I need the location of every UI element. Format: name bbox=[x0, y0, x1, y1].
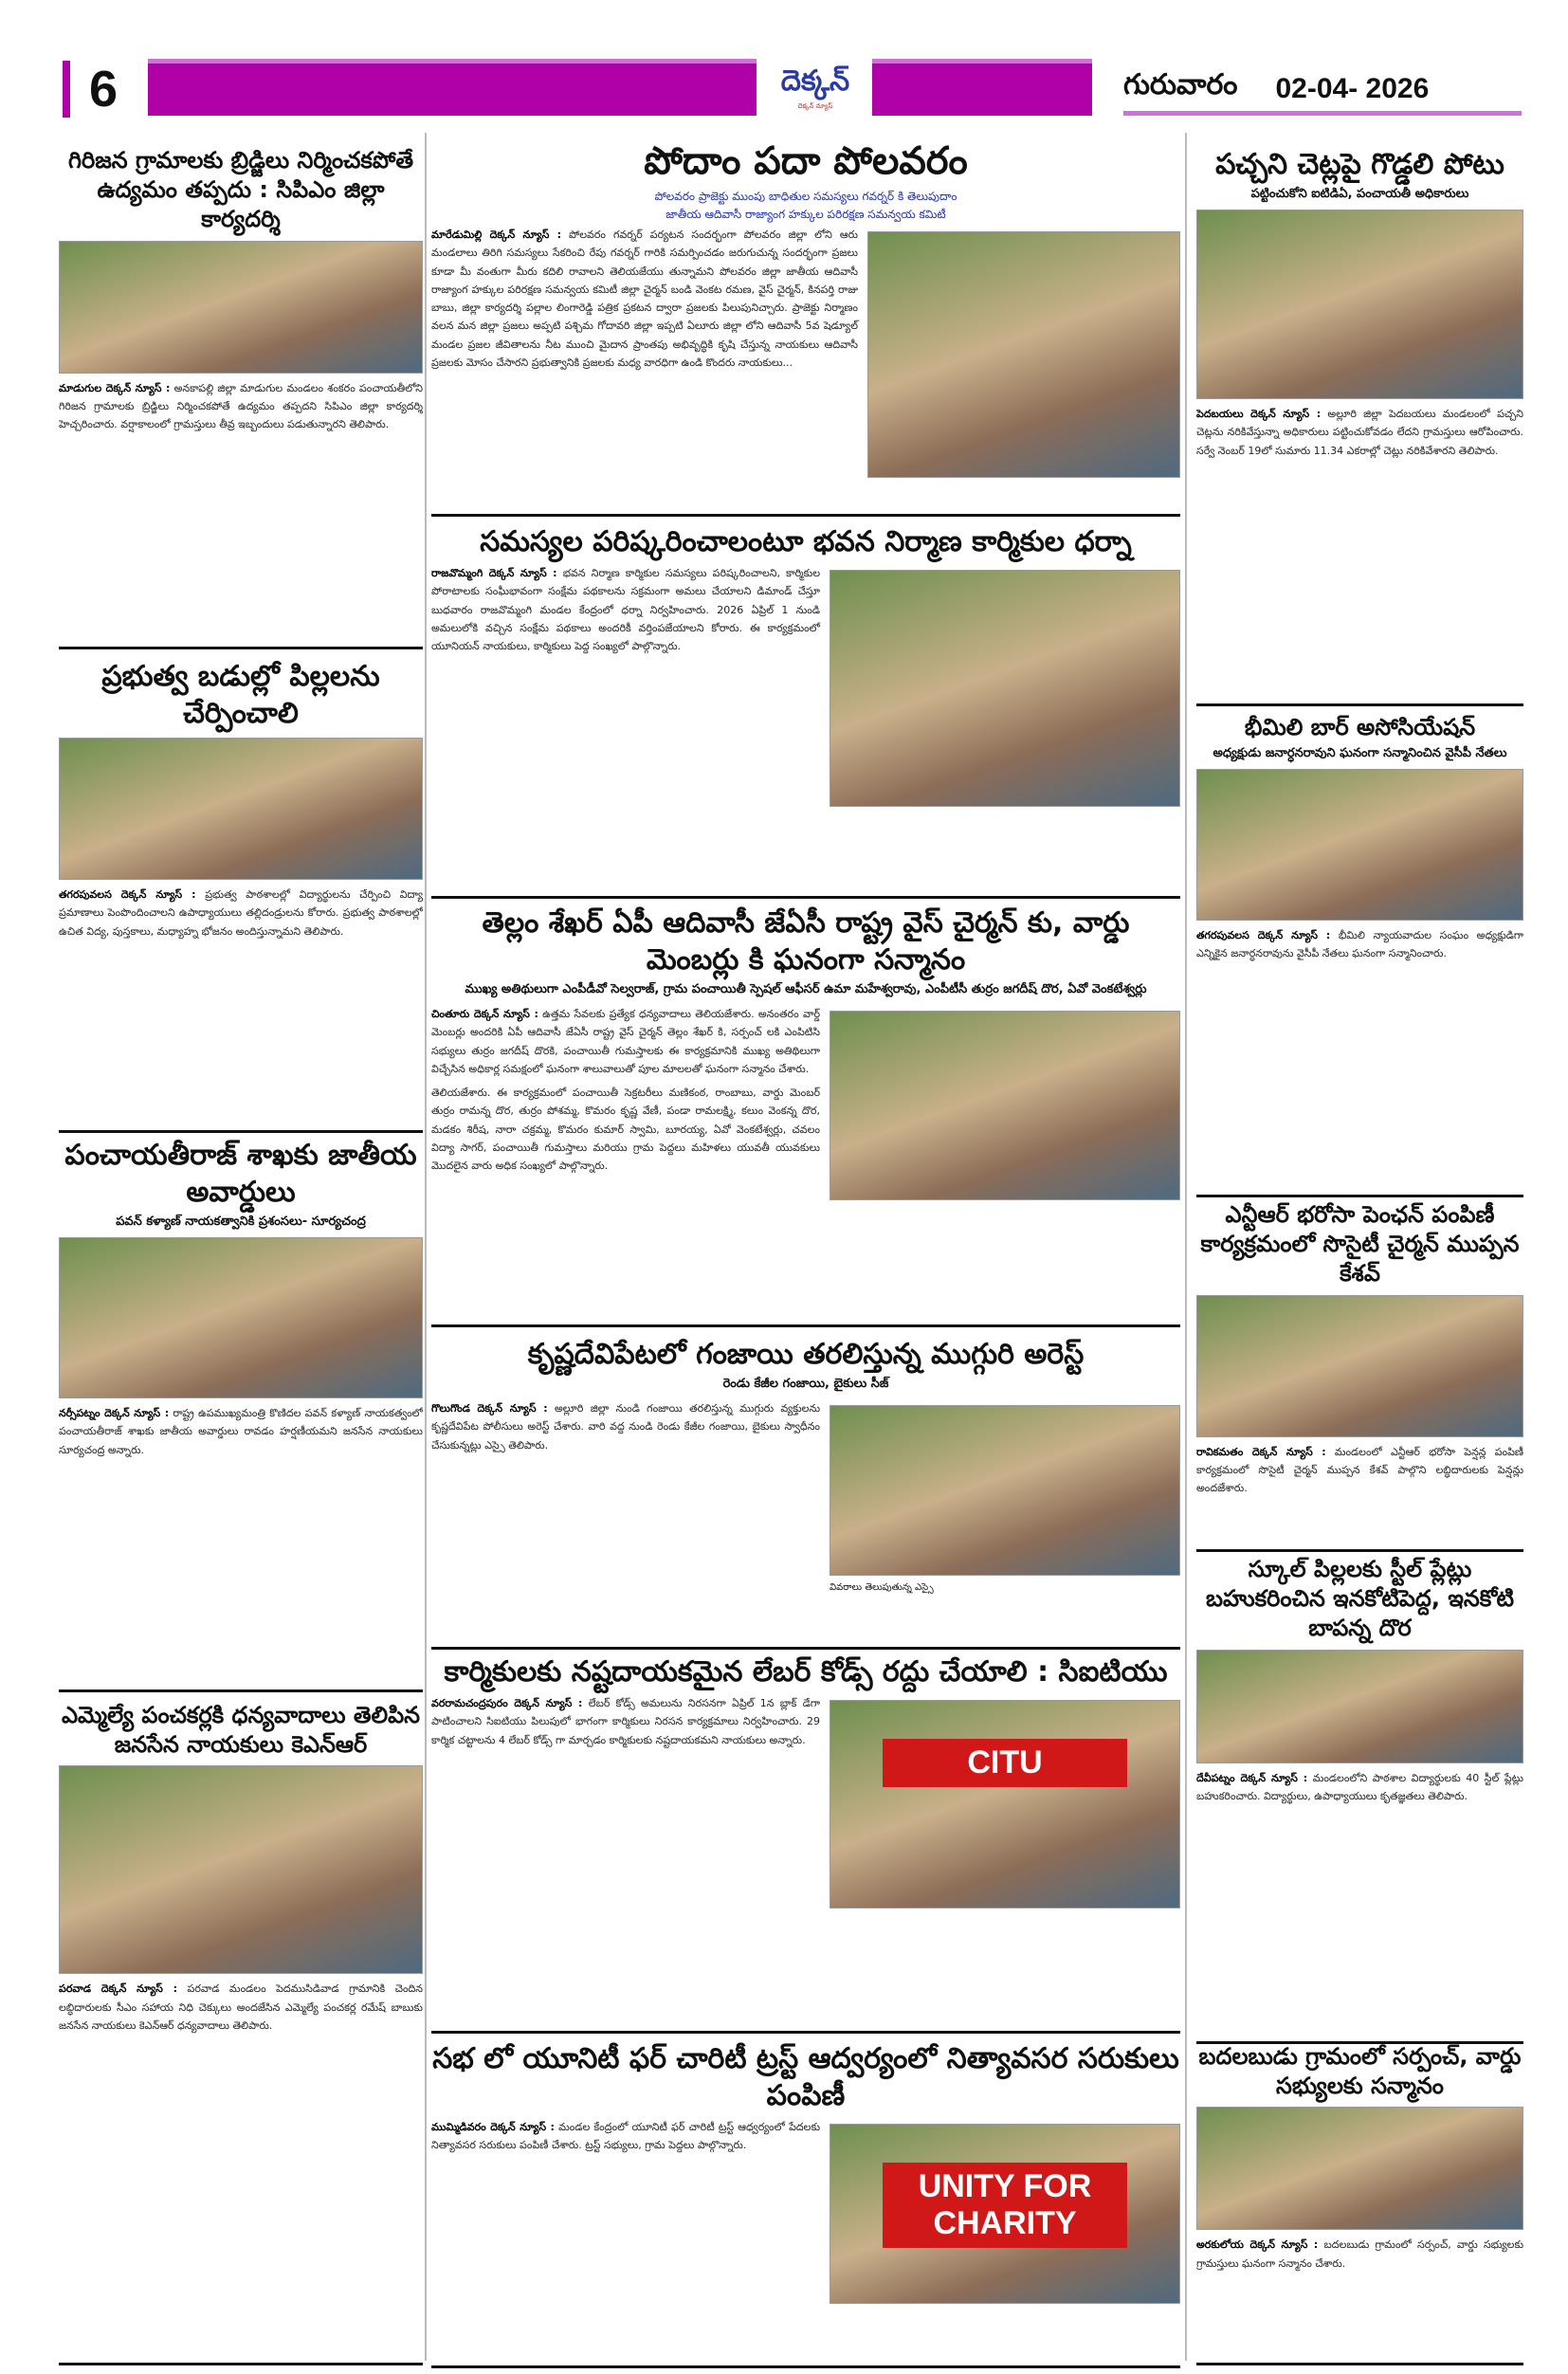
news-photo bbox=[1196, 210, 1523, 399]
article-body bbox=[1196, 1443, 1523, 1498]
article-text: ఉత్తమ సేవలకు ప్రత్యేక ధన్యవాదాలు తెలియజేశారు. అనంతరం వార్డ్ మెంబర్లు అందరికి ఏపీ ఆదివాసీ జేఏసీ రాష్ట్ర వైస్ చైర్మన్ తెల్లం శేఖర్ కి, సర్పంచ్ లకి ఎంపిటిసి సభ్యులు తుర్రం జగదీష్ దొరకి, పంచాయితీ గుమస్తాలకు ఈ కార్యక్రమానికి ముఖ్య అతిథిలుగా విచ్చేసిన అధికార్ల సమక్షంలో ఘనంగా శాలువాలుతో పూల మాలలతో ఘనంగా సన్మానం చేశారు. bbox=[431, 1008, 820, 1075]
subheadline: అధ్యక్షుడు జనార్ధనరావుని ఘనంగా సన్మానించిన వైసీపీ నేతలు bbox=[1212, 746, 1507, 761]
issue-date bbox=[1123, 66, 1522, 116]
section-divider bbox=[431, 2365, 1180, 2368]
article-body bbox=[1196, 1769, 1523, 1806]
news-story-sarpanch bbox=[1196, 2038, 1523, 2361]
column-rule bbox=[1185, 133, 1187, 2361]
article-body bbox=[1196, 2236, 1523, 2273]
dateline: గొలుగొండ దెక్కన్ న్యూస్ : bbox=[431, 1402, 548, 1415]
headline: ప్రభుత్వ బడుల్లో పిల్లలను చేర్పించాలి bbox=[101, 660, 380, 730]
news-story-mla bbox=[59, 1697, 423, 2361]
dateline: నర్సీపట్నం దెక్కన్ న్యూస్ : bbox=[59, 1407, 170, 1419]
logo-tagline: దెక్కన్ న్యూస్ bbox=[797, 102, 833, 110]
dateline: తగరపువలస దెక్కన్ న్యూస్ : bbox=[59, 888, 196, 901]
news-photo bbox=[59, 241, 423, 374]
news-story-ntr bbox=[1196, 1196, 1523, 1547]
article-body-continued: తెలియజేశారు. ఈ కార్యక్రమంలో పంచాయితీ సెక్రటరీలు మణికంఠ, రాంబాబు, వార్డు మెంబర్ తుర్రం రామన్న దొర, తుర్రం పోశమ్మ, కొమరం కృష్ణ వేణీ, పండా రామలక్ష్మి, కలుం వెంకన్న దొర, మడకం శిరీష, నారా చక్రమ్మ, కొమరం కుమార్ స్వామి, బూరయ్య, ఏవో వెంకటేశ్వర్లు, చవలం విద్యా సాగర్, పంచాయితీ గుమస్తాలు మరియు గ్రామ పెద్దలు మహిళలు యువతీ యువకులు మొదలైన వారు అధిక సంఖ్యలో పాల్గొన్నారు. bbox=[431, 1087, 820, 1172]
photo-caption: వివరాలు తెలుపుతున్న ఎస్సై bbox=[830, 1582, 934, 1593]
section-divider bbox=[59, 647, 423, 649]
photo-banner: UNITY FOR CHARITY bbox=[883, 2163, 1127, 2248]
article-body bbox=[1196, 405, 1523, 460]
news-story-tellam bbox=[431, 901, 1180, 1323]
subheadline: పట్టించుకోని ఐటిడిఏ, పంచాయతీ అధికారులు bbox=[1250, 187, 1469, 201]
news-story-bridges bbox=[59, 142, 423, 645]
masthead-logo bbox=[758, 61, 872, 116]
news-photo bbox=[59, 1237, 423, 1398]
article-text: అనకాపల్లి జిల్లా మాడుగుల మండలం శంకరం పంచాయతీలోని గిరిజన గ్రామాలకు బ్రిడ్జిలు నిర్మించకపోతే ఉద్యమం తప్పదని సిపిఎం జిల్లా కార్యదర్శి హెచ్చరించారు. వర్షాకాలంలో గ్రామస్తులు తీవ్ర ఇబ్బందులు పడుతున్నారని తెలిపారు. bbox=[59, 381, 423, 431]
headline: పంచాయతీరాజ్ శాఖకు జాతీయ అవార్డులు bbox=[64, 1139, 417, 1209]
news-photo bbox=[830, 1405, 1180, 1576]
article-text: ప్రభుత్వ పాఠశాలల్లో విద్యార్థులను చేర్పించి విద్యా ప్రమాణాలు పెంపొందించాలని ఉపాధ్యాయులు తల్లిదండ్రులను కోరారు. ప్రభుత్వ పాఠశాలల్లో ఉచిత విద్య, పుస్తకాలు, మధ్యాహ్న భోజనం అందిస్తున్నామని తెలిపారు. bbox=[59, 888, 423, 938]
news-photo bbox=[1196, 1295, 1523, 1437]
headline: తెల్లం శేఖర్ ఏపీ ఆదివాసీ జేఏసీ రాష్ట్ర వైస్ చైర్మన్ కు, వార్డు మెంబర్లు కి ఘనంగా సన్మానం bbox=[482, 906, 1130, 977]
article-body bbox=[59, 379, 423, 434]
news-story-bar bbox=[1196, 709, 1523, 1193]
dateline: రాజవొమ్మంగి దెక్కన్ న్యూస్ : bbox=[431, 567, 557, 579]
section-divider bbox=[431, 896, 1180, 899]
news-story-polavaram bbox=[431, 133, 1180, 512]
subheadline: ముఖ్య అతిథులుగా ఎంపీడీవో సెల్వరాజ్, గ్రామ పంచాయితీ స్పెషల్ ఆఫీసర్ ఉమా మహేశ్వరావు, ఎంపీటీసీ తుర్రం జగదీష్ దొర, ఏవో వెంకటేశ్వర్లు bbox=[465, 982, 1147, 996]
section-divider bbox=[59, 1689, 423, 1692]
news-story-trees bbox=[1196, 142, 1523, 702]
dateline: మారేడుమిల్లి దెక్కన్ న్యూస్ : bbox=[431, 228, 562, 241]
issue-day: గురువారం bbox=[1123, 69, 1238, 100]
article-text: పోలవరం గవర్నర్ పర్యటన సందర్భంగా పోలవరం జిల్లా లోని ఆరు మండలాలు తిరిగి సమస్యలు సేకరించి రేపు గవర్నర్ గారికి సమర్పించడం జరుగుచున్న సందర్భంగా ప్రజలు కూడా మీ వంతుగా మీరు కదిలి రావాలని తెలియజేయు తున్నామని పోలవరం జిల్లా జాతీయ ఆదివాసీ రాజ్యాంగ హక్కుల పరిరక్షణ సమన్వయ కమిటీ జిల్లా చైర్మన్ బండి వెంకట రమణ, వైస్ చైర్మన్, కినపర్తి రాజు బాబు, జిల్లా కార్యదర్శి పల్లాల లింగారెడ్డి పత్రిక ప్రకటన ద్వారా ప్రజలకు పిలుపునిచ్చారు. ప్రాజెక్టు నిర్మాణం వలన మన జిల్లా ప్రజలు అప్పటి పశ్చిమ గోదావరి జిల్లా ఇప్పటి ఏలూరు జిల్లా లోని ఆదివాసీ 5వ షెడ్యూల్ మండల ప్రజల జీవితాలను నీట ముంచి మైదాన ప్రాంతపు అభివృద్ధికి కృషి చేస్తున్న నాయకులు ఆదివాసీ ప్రజలకు మోసం చేసారని ప్రభుత్వానికి ప్రజలకు మధ్య వారధిగా ఉండి కొందరు నాయకులు... bbox=[431, 228, 858, 369]
header-band bbox=[872, 59, 1092, 116]
column-rule bbox=[425, 133, 427, 2361]
article-body bbox=[1196, 926, 1523, 963]
dateline: తగరపువలస దెక్కన్ న్యూస్ : bbox=[1196, 929, 1331, 942]
section-divider bbox=[1196, 703, 1523, 706]
dateline: పెదబయలు దెక్కన్ న్యూస్ : bbox=[1196, 408, 1322, 420]
news-photo bbox=[1196, 2107, 1523, 2230]
news-photo bbox=[830, 2124, 1180, 2304]
issue-date-value: 02-04- 2026 bbox=[1275, 72, 1430, 104]
dateline: రావికమతం దెక్కన్ న్యూస్ : bbox=[1196, 1445, 1326, 1458]
headline: ఎన్టీఆర్ భరోసా పెంఛన్ పంపిణీ కార్యక్రమంలో సొసైటీ చైర్మన్ ముప్పన కేశవ్ bbox=[1200, 1201, 1520, 1287]
news-story-panchayat bbox=[59, 1133, 423, 1688]
news-photo bbox=[1196, 769, 1523, 921]
dateline: అరకులోయ దెక్కన్ న్యూస్ : bbox=[1196, 2238, 1319, 2252]
news-story-schools bbox=[59, 654, 423, 1128]
article-body bbox=[59, 1980, 423, 2035]
dateline: ముమ్మిడివరం దెక్కన్ న్యూస్ : bbox=[431, 2121, 555, 2133]
dateline: చింతూరు దెక్కన్ న్యూస్ : bbox=[431, 1008, 538, 1020]
article-text: మండలంలో ఎన్టీఆర్ భరోసా పెన్షన్ల పంపిణీ కార్యక్రమంలో సొసైటీ చైర్మన్ ముప్పన కేశవ్ పాల్గొని లబ్ధిదారులకు పెన్షన్లు అందజేశారు. bbox=[1196, 1445, 1523, 1495]
news-photo bbox=[59, 738, 423, 880]
highlight-bullet: జాతీయ ఆదివాసీ రాజ్యాంగ హక్కుల పరిరక్షణ సమన్వయ కమిటీ bbox=[665, 208, 946, 221]
headline: భీమిలి బార్ అసోసియేషన్ bbox=[1244, 714, 1476, 740]
article-text: అల్లూరి జిల్లా నుండి గంజాయి తరలిస్తున్న ముగ్గురు వ్యక్తులను కృష్ణదేవిపేట పోలీసులు అరెస్ట్ చేశారు. వారి వద్ద నుండి రెండు కేజీల గంజాయి, బైకులు స్వాధీనం చేసుకున్నట్లు ఎస్సై తెలిపారు. bbox=[431, 1402, 820, 1452]
dateline: పరవాడ దెక్కన్ న్యూస్ : bbox=[59, 1982, 178, 1996]
news-story-labour bbox=[431, 1650, 1180, 2029]
headline: సమస్యల పరిష్కరించాలంటూ భవన నిర్మాణ కార్మికుల ధర్నా bbox=[480, 525, 1132, 558]
news-story-ganja bbox=[431, 1332, 1180, 1645]
article-text: అల్లూరి జిల్లా పెదబయలు మండలంలో పచ్చని చెట్లను నరికివేస్తున్నా అధికారులు పట్టించుకోవడం లేదని గ్రామస్తులు ఆరోపించారు. సర్వే నెంబర్ 19లో సుమారు 11.34 ఎకరాల్లో చెట్లు నరికివేశారని తెలిపారు. bbox=[1196, 408, 1523, 457]
headline: ఎమ్మెల్యే పంచకర్లకి ధన్యవాదాలు తెలిపిన జనసేన నాయకులు కెఎన్ఆర్ bbox=[61, 1702, 421, 1759]
headline: బదలబుడు గ్రామంలో సర్పంచ్, వార్డు సభ్యులకు సన్మానం bbox=[1198, 2043, 1522, 2100]
headline: పోదాం పదా పోలవరం bbox=[644, 139, 968, 183]
dateline: మాడుగుల దెక్కన్ న్యూస్ : bbox=[59, 381, 171, 394]
article-body bbox=[59, 1404, 423, 1459]
article-text: మండల కేంద్రంలో యూనిటీ ఫర్ చారిటీ ట్రస్ట్ ఆధ్వర్యంలో పేదలకు నిత్యావసర సరుకులు పంపిణీ చేశారు. ట్రస్ట్ సభ్యులు, గ్రామ పెద్దలు పాల్గొన్నారు. bbox=[431, 2121, 820, 2152]
headline: సభ లో యూనిటీ ఫర్ చారిటీ ట్రస్ట్ ఆద్వర్యంలో నిత్యావసర సరుకులు పంపిణీ bbox=[432, 2042, 1179, 2112]
news-photo bbox=[830, 570, 1180, 807]
header-band bbox=[148, 59, 757, 116]
news-story-plates bbox=[1196, 1551, 1523, 2039]
page-number: 6 bbox=[63, 61, 148, 118]
headline: పచ్చని చెట్లపై గొడ్డలి పోటు bbox=[1215, 148, 1504, 181]
subheadline: రెండు కేజీల గంజాయి, బైకులు సీజ్ bbox=[722, 1377, 889, 1391]
news-photo bbox=[867, 231, 1180, 478]
subheadline: పవన్ కళ్యాణ్ నాయకత్వానికి ప్రశంసలు- సూర్యచంద్ర bbox=[116, 1214, 366, 1229]
headline: కార్మికులకు నష్టదాయకమైన లేబర్ కోడ్స్ రద్దు చేయాలి : సిఐటియు bbox=[444, 1655, 1168, 1689]
headline: స్కూల్ పిల్లలకు స్టీల్ ప్లేట్లు బహుకరించిన ఇనకోటిపెద్ద, ఇనకోటి బాపన్న దొర bbox=[1205, 1556, 1515, 1642]
headline: గిరిజన గ్రామాలకు బ్రిడ్జిలు నిర్మించకపోతే ఉద్యమం తప్పదు : సిపిఎం జిల్లా కార్యదర్శి bbox=[67, 147, 414, 233]
section-divider bbox=[431, 2031, 1180, 2034]
news-story-dharna bbox=[431, 520, 1180, 894]
highlight-bullet: పోలవరం ప్రాజెక్టు ముంపు బాధితుల సమస్యలు గవర్నర్ కి తెలుపుదాం bbox=[654, 190, 957, 203]
logo-text: దెక్కన్ bbox=[780, 65, 850, 97]
article-body bbox=[59, 886, 423, 940]
headline: కృష్ణదేవిపేటలో గంజాయి తరలిస్తున్న ముగ్గురి అరెస్ట్ bbox=[527, 1338, 1085, 1371]
article-text: భవన నిర్మాణ కార్మికుల సమస్యలు పరిష్కరించాలని, కార్మికుల పోరాటాలకు సంఘీభావంగా సంక్షేమ పథకాలను సక్రమంగా అమలు చేయాలని డిమాండ్ చేస్తూ బుధవారం రాజవొమ్మంగి మండల కేంద్రంలో ధర్నా నిర్వహించారు. 2026 ఏప్రిల్ 1 నుండి అమలులోకి వచ్చిన సంక్షేమ పథకాలు అందరికీ వర్తింపజేయాలని కోరారు. ఈ కార్యక్రమంలో యూనియన్ నాయకులు, కార్మికులు పెద్ద సంఖ్యలో పాల్గొన్నారు. bbox=[431, 567, 820, 652]
news-photo bbox=[1196, 1650, 1523, 1763]
section-divider bbox=[431, 1324, 1180, 1327]
photo-banner: CITU bbox=[883, 1739, 1127, 1787]
dateline: దేవీపట్నం దెక్కన్ న్యూస్ : bbox=[1196, 1771, 1308, 1784]
article-text: రాష్ట్ర ఉపముఖ్యమంత్రి కొణిదల పవన్ కళ్యాణ్ నాయకత్వంలో పంచాయతీరాజ్ శాఖకు జాతీయ అవార్డులు రావడం హర్షణీయమని జనసేన నాయకులు సూర్యచంద్ర అన్నారు. bbox=[59, 1407, 423, 1456]
article-text: పరవాడ మండలం పెదముసిడివాడ గ్రామానికి చెందిన లబ్ధిదారులకు సీఎం సహాయ నిధి చెక్కులు అందజేసిన ఎమ్మెల్యే పంచకర్ల రమేష్ బాబుకు జనసేన నాయకులు కెఎన్ఆర్ ధన్యవాదాలు తెలిపారు. bbox=[59, 1982, 423, 2032]
article-text: మండలంలోని పాఠశాల విద్యార్థులకు 40 స్టీల్ ప్లేట్లు బహుకరించారు. విద్యార్థులు, ఉపాధ్యాయులు కృతజ్ఞతలు తెలిపారు. bbox=[1196, 1771, 1523, 1802]
article-text: లేబర్ కోడ్స్ అమలును నిరసనగా ఏప్రిల్ 1న బ్లాక్ డేగా పాటించాలని సిఐటియు పిలుపులో భాగంగా కార్మికులు నిరసన కార్యక్రమాలు నిర్వహించారు. 29 కార్మిక చట్టాలను 4 లేబర్ కోడ్స్ గా మార్చడం కార్మికులకు నష్టదాయకమని నాయకులు అన్నారు. bbox=[431, 1697, 820, 1746]
news-story-unity bbox=[431, 2036, 1180, 2364]
section-divider bbox=[431, 514, 1180, 517]
article-text: భీమిలి న్యాయవాదుల సంఘం అధ్యక్షుడిగా ఎన్నికైన జనార్ధనరావును వైసీపీ నేతలు ఘనంగా సన్మానించారు. bbox=[1196, 929, 1523, 960]
section-divider bbox=[1196, 2363, 1523, 2365]
news-photo bbox=[830, 1011, 1180, 1200]
news-photo bbox=[59, 1765, 423, 1974]
dateline: వరరామచంద్రపురం దెక్కన్ న్యూస్ : bbox=[431, 1697, 583, 1709]
section-divider bbox=[59, 2363, 423, 2365]
article-text: బదలబుడు గ్రామంలో సర్పంచ్, వార్డు సభ్యులకు గ్రామస్తులు ఘనంగా సన్మానం చేశారు. bbox=[1196, 2238, 1523, 2270]
news-photo bbox=[830, 1700, 1180, 1908]
